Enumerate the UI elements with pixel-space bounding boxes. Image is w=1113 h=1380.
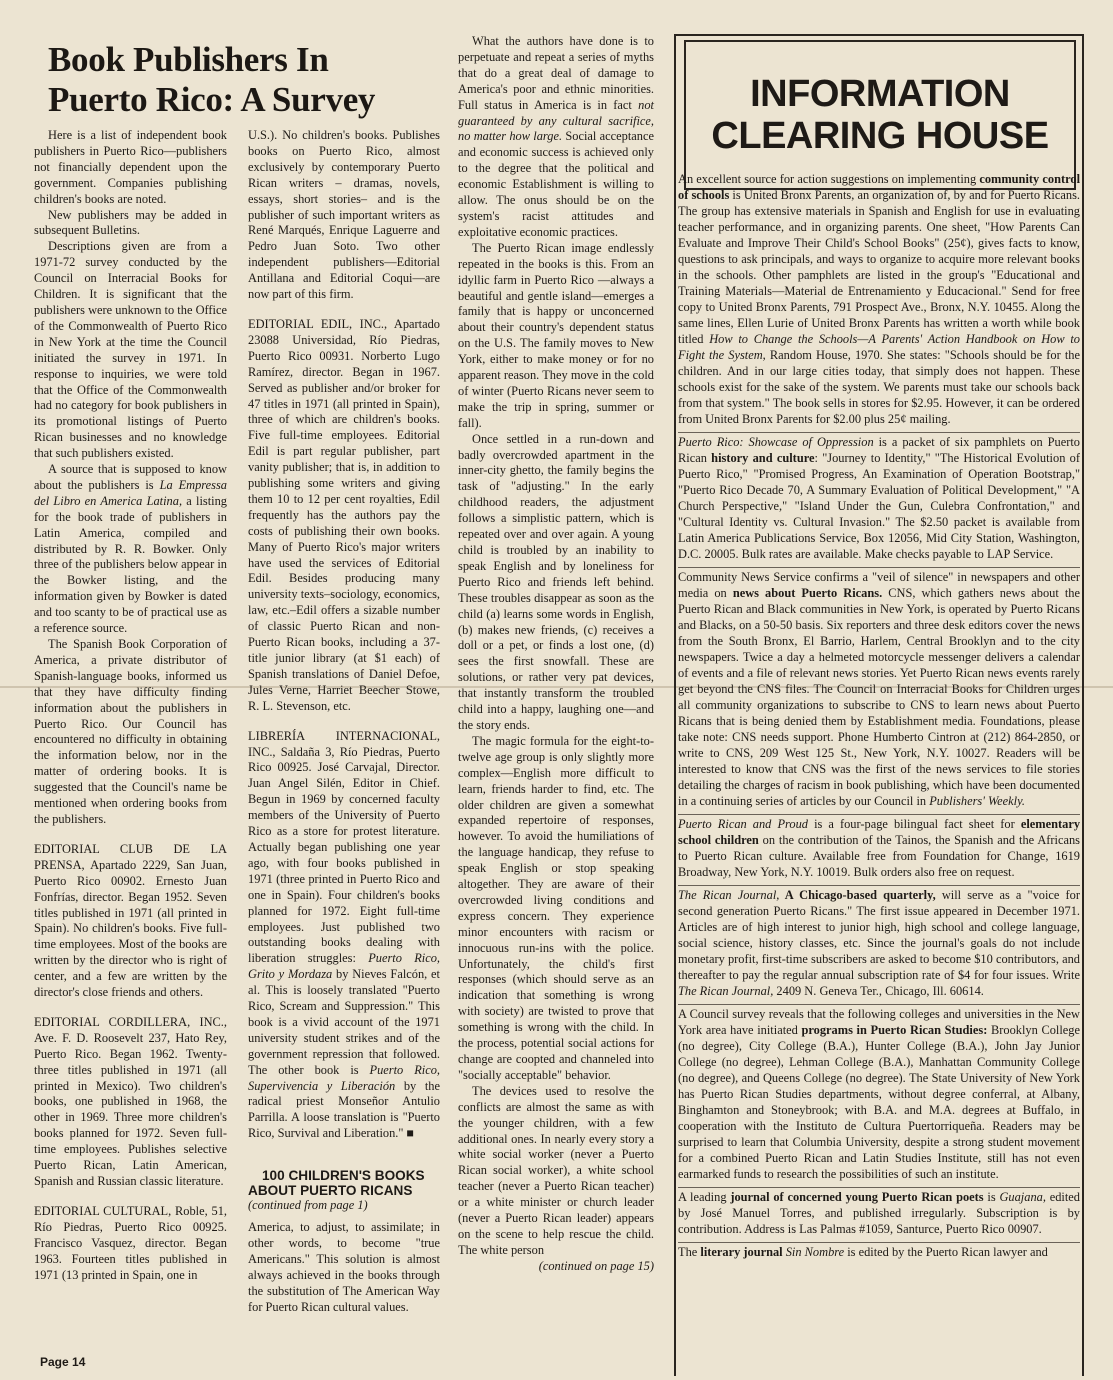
keyword: news about Puerto Ricans. xyxy=(732,586,883,600)
text: An excellent source for action suggestions on implementing xyxy=(678,172,980,186)
paragraph: The Puerto Rican image endlessly repeated in the books is this. From an idyllic farm in Puerto Rico —always a beautiful and gentle island—emerges a family that is happy or unconcerned about their country's dependent status on the U.S. The family moves to New York, either to make money or for no apparent reason. They move in the cold of winter (Puerto Ricans never seem to make the trip in spring, summer or fall). xyxy=(458,240,654,430)
text: : "Journey to Identity," "The Historical Evolution of Puerto Rico," "Promised Progress, An Examination of Operation Bootstrap," "Puerto Rico Decade 70, A Summary Evaluation of Political Development," "A Church Perspective," "Island Under the Gun, Culebra Confrontation," and "Cultural Identity vs. Cultural Invasion." The $2.50 packet is available from Latin America Publications Service, Box 12056, Mid City Station, Washington, D.C. 20005. Bulk rates are available. Make checks payable to LAP Service. xyxy=(678,451,1080,561)
text: A source that is supposed to know about the publishers is xyxy=(34,462,227,492)
banner-line-1: INFORMATION xyxy=(750,73,1010,115)
publication-title: The Rican Journal, xyxy=(678,984,774,998)
text: is United Bronx Parents, an organization of, by and for Puerto Ricans. The group has extensive materials in Spanish and English for use in evaluating teacher performance, and in organizing parents. One sheet, "How Parents Can Evaluate and Improve Their Child's School Books" (25¢), gives facts to know, questions to ask principals, and ways to organize to acquire more relevant books in the schools. Other pamphlets are listed in the group's "Educational and Training Materials—Material de Entrenamiento y Educacional." Send for free copy to United Bronx Parents, 791 Prospect Ave., Bronx, N.Y. 10455. Along the same lines, Ellen Lurie of United Bronx Parents has written a worth while book titled xyxy=(678,188,1080,346)
article-column-2 xyxy=(248,128,440,1316)
keyword: A Chicago-based quarterly, xyxy=(779,888,936,902)
text: a listing for the book trade of publishers in Latin America, compiled and distributed by R. R. Bowker. Only three of the publishers below appear in the Bowker listing, and the information given by Bowker is dated and too scanty to be of practical use as a reference source. xyxy=(34,493,227,636)
text: by the radical priest Monseñor Antulio Parrilla. A loose translation is "Puerto Rico, Survival and Liberation." ■ xyxy=(248,1078,440,1141)
text: Brooklyn College (no degree), City College (B.A.), Hunter College (B.A.), John Jay Junior College (no degree), Lehman College (B.A.), Manhattan Community College (no degree), and Queens College (no degree). The State University of New York has Puerto Rican Studies departments, without degree conferral, at Albany, Binghamton and Stoneybrook; with B.A. and M.A. degrees at Buffalo, in cooperation with the Instituto de Cultura Puertorriqueña. Readers may be surprised to learn that Columbia University, despite a strong student movement for a combined Puerto Rican and Latin Studies Institute, still has not even earmarked funds to research the possibilities of such an institute. xyxy=(678,1023,1081,1181)
sidebar-item xyxy=(678,886,1080,1005)
text: will serve as a "voice for second generation Puerto Ricans." The first issue appeared in December 1971. Articles are of high interest to junior high, high school and college language, social science, history classes, etc. Since the journal's goals do not include monetary profit, first-time subscribers are asked to become $10 contributors, and thereafter to pay the regular annual subscription rate of $4 for four issues. Write xyxy=(678,888,1080,982)
title-line-1: Book Publishers In xyxy=(48,40,329,79)
sidebar-item xyxy=(678,170,1080,433)
text: on the contribution of the Tainos, the Spanish and the Africans to Puerto Rican culture. Available free from Foundation for Change, 1619 Broadway, New York, N.Y. 10019. Bulk orders also free on request. xyxy=(678,833,1080,879)
book-title: Puerto Rico, Supervivencia y Liberación xyxy=(248,1062,440,1093)
text: 2409 N. Geneva Ter., Chicago, Ill. 60614. xyxy=(773,984,984,998)
heading-line: 100 CHILDREN'S BOOKS xyxy=(262,1168,425,1184)
publication-title: Guajana, xyxy=(999,1190,1046,1204)
text: by Nieves Falcón, et al. This is loosely translated "Puerto Rico, Scream and Suppression." This book is a vivid account of the 1971 university student strikes and of the government repression that followed. The other book is xyxy=(248,967,440,1077)
article-column-3 xyxy=(458,34,654,1275)
keyword: journal of concerned young Puerto Rican poets xyxy=(730,1190,984,1204)
text: A leading xyxy=(678,1190,731,1204)
text: is xyxy=(983,1190,1000,1204)
text: edited by José Manuel Torres, and published irregularly. Subscription is by contribution. Address is Las Palmas #1059, Santurce, Puerto Rico 00907. xyxy=(678,1190,1080,1236)
text: LIBRERÍA INTERNACIONAL, INC., Saldaña 3, Río Piedras, Puerto Rico 00925. José Carvajal, Director. Juan Angel Silén, Editor in Chief. Begun in 1969 by concerned faculty members of the University of Puerto Rico as a store for protest literature. Actually began publishing one year ago, with four books published in 1971 (three printed in Puerto Rico and one in Spain). Four children's books planned for 1972. Eight full-time employees. Just published two outstanding books dealing with liberation struggles: xyxy=(248,728,440,966)
article-column-1 xyxy=(34,128,227,1283)
paragraph: New publishers may be added in subsequent Bulletins. xyxy=(34,207,227,238)
paragraph: America, to adjust, to assimilate; in other words, to become "true Americans." This solution is almost always achieved in the books through the substitution of The American Way for Puerto Rican cultural values. xyxy=(248,1220,440,1314)
sidebar-item xyxy=(678,568,1080,815)
title-line-2: Puerto Rico: A Survey xyxy=(48,80,376,119)
page-number: Page 14 xyxy=(40,1355,86,1369)
heading-line: ABOUT PUERTO RICANS xyxy=(248,1183,413,1199)
sidebar-body xyxy=(678,170,1080,1265)
paragraph: The devices used to resolve the conflicts are almost the same as with the younger children, with a few additional ones. In nearly every story a white social worker (never a Puerto Rican social worker), a white school teacher (never a Puerto Rican teacher) or a white minister or church leader (never a Puerto Rican leader) appears on the scene to help rescue the child. The white person xyxy=(458,1083,654,1257)
publisher-entry: EDITORIAL CLUB DE LA PRENSA, Apartado 2229, San Juan, Puerto Rico 00902. Ernesto Juan Fonfrías, director. Began 1952. Seven titles published in 1971 (all printed in Spain). No children's books. Five full-time employees. Most of the books are written by the director who is right of center, and a few are written by the director's close friends and others. xyxy=(34,841,227,1000)
paragraph: Descriptions given are from a 1971-72 survey conducted by the Council on Interracial Books for Children. It is significant that the publishers were unknown to the Office of the Commonwealth of Puerto Rico in New York at the time the Council initiated the survey in 1971. In response to inquiries, we were told that the Office of the Commonwealth had no category for book publishers in its promotional listings of Puerto Rican businesses and no knowledge that such publishers existed. xyxy=(34,239,227,461)
publisher-entry xyxy=(248,729,440,1143)
text: CNS, which gathers news about the Puerto Rican and Black communities in New York, is operated by Puerto Ricans and Blacks, on a 50-50 basis. Six reporters and three desk editors cover the news from the South Bronx, El Barrio, Harlem, Central Brooklyn and to the city newspapers. Twice a day a helmeted motorcycle messenger delivers a calendar of events and a file of relevant news stories. Yet Puerto Rican news events rarely get beyond the CNS files. The Council on Interracial Books for Children urges all community organizations to subscribe to CNS to learn news about Puerto Ricans that is being denied them by Establishment media. Foundations, please take note: CNS needs support. Phone Humberto Cintron at (212) 864-2850, or write to CNS, 209 West 125 St., New York, N.Y. 10027. Readers will be interested to know that CNS was the first of the news services to file stories detailing the charges of racism in book publishing, which have been documented in a continuing series of articles by our Council in xyxy=(678,586,1080,808)
paragraph: The Spanish Book Corporation of America, a private distributor of Spanish-language books, informed us that they have difficulty finding information about the publishers in Puerto Rico. Our Council has encountered no difficulty in obtaining the information below, nor in the matter of ordering books. It is suggested that the Council's name be mentioned when ordering books from the publishers. xyxy=(34,637,227,826)
banner-line-2: CLEARING HOUSE xyxy=(711,115,1049,157)
book-title: Puerto Rico, Grito y Mordaza xyxy=(248,951,440,982)
publisher-entry: EDITORIAL CULTURAL, Roble, 51, Río Piedras, Puerto Rico 00925. Francisco Vasquez, director. Began 1963. Fourteen titles published in 1971 (13 printed in Spain, one in xyxy=(34,1203,227,1282)
section-heading xyxy=(248,1168,440,1198)
text: is edited by the Puerto Rican lawyer and xyxy=(844,1245,1048,1259)
sidebar-item xyxy=(678,1188,1080,1243)
emphasis: not guaranteed by any cultural sacrifice, no matter how large. xyxy=(458,97,654,144)
publication-title: The Rican Journal, xyxy=(678,888,780,902)
paragraph: The magic formula for the eight-to-twelve age group is only slightly more complex—English more difficult to learn, friends harder to find, etc. The older children are given a somewhat expanded repertoire of responses, however. To avoid the humiliations of the language handicap, they refuse to speak English or stop speaking altogether. They are aware of their overcrowded living conditions and express concern. They experience minor encounters with racism or innocuous run-ins with the police. Unfortunately, the child's first responses (which should serve as an indication that something is wrong with society) are twisted to prove that something is wrong with the child. In the process, potential social actions for change are coopted and channeled into "socially acceptable" behavior. xyxy=(458,733,654,1082)
keyword: history and culture xyxy=(711,451,815,465)
publisher-entry: EDITORIAL EDIL, INC., Apartado 23088 Universidad, Río Piedras, Puerto Rico 00931. Norberto Lugo Ramírez, director. Began in 1967. Served as publisher and/or broker for 47 titles in 1971 (all printed in Spain), three of which are children's books. Five full-time employees. Editorial Edil is part regular publisher, part vanity publisher; that is, in addition to publishing some writers and giving them 10 to 12 per cent royalties, Edil frequently has the authors pay the costs of publishing their own books. Many of Puerto Rico's major writers have used the services of Editorial Edil. Besides producing many university texts–sociology, economics, law, etc.–Edil offers a sizable number of classic Puerto Rican and non-Puerto Rican books, including a 37-title junior library (at $1 each) of Spanish translations of Daniel Defoe, Jules Verne, Harriet Beecher Stowe, R. L. Stevenson, etc. xyxy=(248,316,440,713)
text: Social acceptance and economic success is achieved only to the degree that the political and economic Establishment is willing to allow. The onus should be on the system's racist attitudes and exploitative economic practices. xyxy=(458,129,654,239)
paragraph: Once settled in a run-down and badly overcrowded apartment in the inner-city ghetto, the family begins the task of "adjusting." In the early childhood readers, the adjustment follows a simplistic pattern, which is repeated over and over again. A young child is troubled by an inability to speak English and by loneliness for Puerto Rico and friends left behind. These troubles disappear as soon as the child (a) learns some words in English, (b) makes new friends, (c) receives a doll or a pet, or finds a lost one, (d) sees the first snowfall. These are solutions, or rather very pat devices, that instantly transform the troubled child into a happy, laughing one—and the story ends. xyxy=(458,431,654,732)
book-title: How to Change the Schools—A Parents' Action Handbook on How to Fight the System, xyxy=(678,332,1080,362)
text: Community News Service confirms a "veil of silence" in newspapers and other media on xyxy=(678,570,1080,600)
publication-title: Sin Nombre xyxy=(785,1245,845,1259)
text: A Council survey reveals that the following colleges and universities in the New York area have initiated xyxy=(678,1007,1080,1037)
article-title xyxy=(48,40,375,120)
sidebar-item xyxy=(678,1005,1080,1188)
publication-title: Puerto Rican and Proud xyxy=(678,817,808,831)
sidebar-item xyxy=(678,433,1080,568)
paragraph xyxy=(34,462,227,637)
text: What the authors have done is to perpetuate and repeat a series of myths that do a great deal of damage to America's poor and ethnic minorities. Full status in America is in fact xyxy=(458,34,654,112)
text: is a four-page bilingual fact sheet for xyxy=(807,817,1021,831)
keyword: elementary school children xyxy=(678,817,1081,847)
continued-from: (continued from page 1) xyxy=(248,1198,368,1213)
intro-paragraph: Here is a list of independent book publishers in Puerto Rico—publishers not financially dependent upon the government. Companies publishing children's books are noted. xyxy=(34,128,227,206)
information-clearing-house-box xyxy=(674,34,1084,1376)
sidebar-item xyxy=(678,815,1080,886)
book-title: La Empressa del Libro en America Latina, xyxy=(34,477,227,508)
publication-title: Publishers' Weekly. xyxy=(929,794,1025,808)
keyword: community control of schools xyxy=(678,172,1081,202)
book-title: Puerto Rico: Showcase of Oppression xyxy=(678,435,874,449)
text: is a packet of six pamphlets on Puerto Rican xyxy=(678,435,1080,465)
publisher-entry: EDITORIAL CORDILLERA, INC., Ave. F. D. Roosevelt 237, Hato Rey, Puerto Rico. Began 1962. Twenty-three titles published in 1971 (all printed in Mexico). Two children's books, one published in 1968, the other in 1969. Three more children's books planned for 1972. Seven full-time employees. Publishes selective Puerto Rican, Latin American, Spanish and Russian classic literature. xyxy=(34,1014,227,1188)
paragraph: U.S.). No children's books. Publishes books on Puerto Rico, almost exclusively by contemporary Puerto Rican writers – dramas, novels, essays, short stories– and is the publisher of such important writers as René Marqués, Enrique Laguerre and Pedro Juan Soto. Two other independent publishers—Editorial Antillana and Editorial Coqui—are now part of this firm. xyxy=(248,128,440,302)
keyword: literary journal xyxy=(700,1245,783,1259)
text: The xyxy=(678,1245,701,1259)
sidebar-item xyxy=(678,1243,1080,1265)
keyword: programs in Puerto Rican Studies: xyxy=(801,1023,988,1037)
continued-on: (continued on page 15) xyxy=(538,1258,654,1273)
paragraph xyxy=(458,34,654,241)
banner xyxy=(684,40,1076,190)
text: Random House, 1970. She states: "Schools should be for the children. And in our large cities today, that simply does not happen. These schools exist for the sake of the system. We parents must take our schools back from that system." The book sells in stores for $2.95. However, it can be ordered from United Bronx Parents for $2.00 plus 25¢ mailing. xyxy=(678,348,1080,426)
